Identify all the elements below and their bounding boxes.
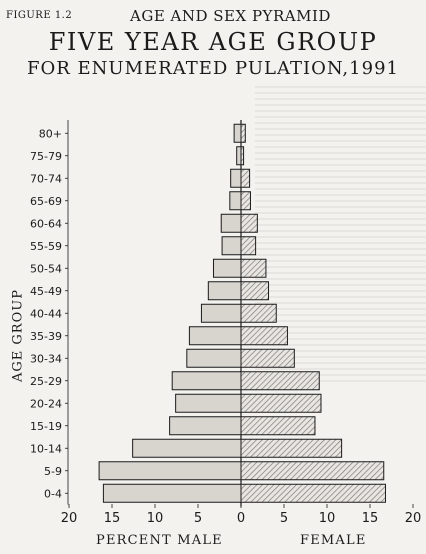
x-axis-label-female: FEMALE xyxy=(300,533,367,548)
chart-title-line2: FOR ENUMERATED PULATION,1991 xyxy=(27,58,399,79)
y-tick-label: 25-29 xyxy=(30,374,62,388)
female-bar-80+ xyxy=(241,124,245,142)
female-bar-0-4 xyxy=(241,484,385,502)
female-bar-75-79 xyxy=(241,147,244,165)
x-tick-label: 20 xyxy=(60,511,78,526)
y-tick-label: 75-79 xyxy=(30,149,62,163)
x-axis-label-male: PERCENT MALE xyxy=(96,533,223,548)
y-tick-label: 0-4 xyxy=(44,487,62,501)
figure-title: AGE AND SEX PYRAMID xyxy=(130,7,331,25)
male-bar-30-34 xyxy=(187,349,241,367)
male-bar-15-19 xyxy=(170,417,241,435)
y-tick-label: 60-64 xyxy=(30,217,62,231)
female-bar-65-69 xyxy=(241,192,250,210)
y-tick-label: 50-54 xyxy=(30,262,62,276)
y-tick-label: 20-24 xyxy=(30,397,62,411)
y-tick-label: 55-59 xyxy=(30,239,62,253)
male-bar-25-29 xyxy=(172,372,241,390)
y-axis-label: AGE GROUP xyxy=(10,289,26,382)
y-tick-label: 45-49 xyxy=(30,284,62,298)
male-bar-45-49 xyxy=(208,282,241,300)
male-bar-20-24 xyxy=(176,394,241,412)
y-tick-label: 30-34 xyxy=(30,352,62,366)
x-tick-label: 0 xyxy=(236,511,246,526)
male-bar-60-64 xyxy=(221,214,241,232)
female-bar-60-64 xyxy=(241,214,257,232)
y-tick-label: 15-19 xyxy=(30,419,62,433)
y-tick-label: 65-69 xyxy=(30,194,62,208)
y-tick-label: 70-74 xyxy=(30,172,62,186)
x-tick-label: 15 xyxy=(361,511,379,526)
female-bar-55-59 xyxy=(241,237,256,255)
male-bar-35-39 xyxy=(189,327,241,345)
y-tick-label: 80+ xyxy=(38,127,62,141)
female-bar-35-39 xyxy=(241,327,287,345)
male-bar-65-69 xyxy=(230,192,241,210)
female-bar-25-29 xyxy=(241,372,319,390)
male-bar-50-54 xyxy=(213,259,241,277)
x-tick-label: 15 xyxy=(103,511,121,526)
x-tick-label: 20 xyxy=(404,511,422,526)
female-bar-5-9 xyxy=(241,462,384,480)
male-bar-5-9 xyxy=(99,462,241,480)
male-bar-0-4 xyxy=(103,484,241,502)
female-bar-10-14 xyxy=(241,439,342,457)
male-bar-55-59 xyxy=(222,237,241,255)
male-bar-75-79 xyxy=(237,147,241,165)
x-tick-label: 10 xyxy=(318,511,336,526)
female-bar-15-19 xyxy=(241,417,315,435)
y-tick-label: 35-39 xyxy=(30,329,62,343)
female-bar-70-74 xyxy=(241,169,250,187)
chart-title-line1: FIVE YEAR AGE GROUP xyxy=(48,28,378,56)
x-tick-label: 5 xyxy=(193,511,203,526)
y-tick-label: 5-9 xyxy=(44,464,62,478)
male-bar-70-74 xyxy=(231,169,241,187)
figure-label: FIGURE 1.2 xyxy=(6,10,73,21)
y-tick-label: 10-14 xyxy=(30,442,62,456)
male-bar-40-44 xyxy=(201,304,241,322)
male-bar-10-14 xyxy=(133,439,241,457)
y-tick-label: 40-44 xyxy=(30,307,62,321)
female-bar-20-24 xyxy=(241,394,321,412)
female-bar-30-34 xyxy=(241,349,294,367)
male-bar-80+ xyxy=(234,124,241,142)
female-bar-50-54 xyxy=(241,259,266,277)
x-tick-label: 5 xyxy=(279,511,289,526)
female-bar-40-44 xyxy=(241,304,276,322)
female-bar-45-49 xyxy=(241,282,269,300)
x-tick-label: 10 xyxy=(146,511,164,526)
